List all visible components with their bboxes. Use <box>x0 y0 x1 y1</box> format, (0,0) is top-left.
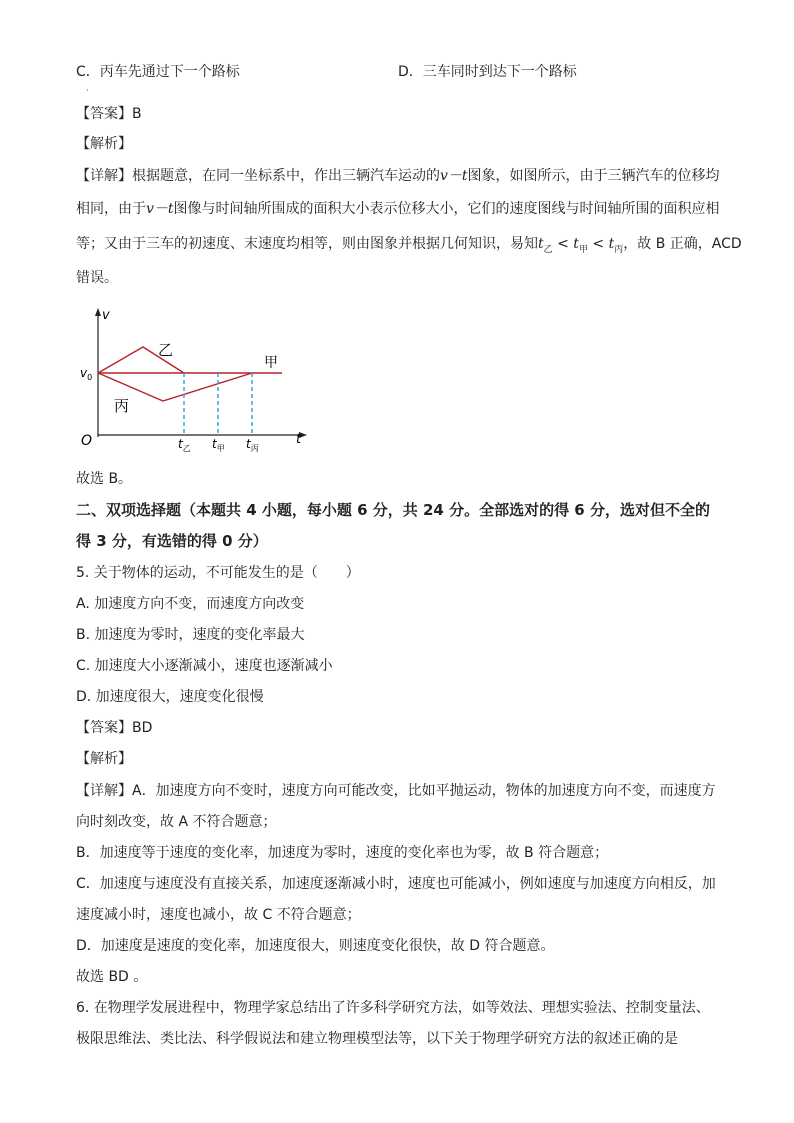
q6-line2: 极限思维法、类比法、科学假说法和建立物理模型法等，以下关于物理学研究方法的叙述正确的是 <box>76 1031 678 1047</box>
q5-final: 故选 BD 。 <box>76 969 148 985</box>
q4-answer: 【答案】B <box>76 106 142 122</box>
section2-heading-line1: 二、双项选择题（本题共 4 小题，每小题 6 分，共 24 分。全部选对的得 6 分，选对但不全的 <box>76 501 710 519</box>
tick-yi: $t_乙$ <box>178 437 191 453</box>
q5-analysis-head: 【解析】 <box>76 751 132 767</box>
q5-detail-c1: C．加速度与速度没有直接关系，加速度逐渐减小时，速度也可能减小，例如速度与加速度方向相反，加 <box>76 876 716 892</box>
q5-detail-c2: 速度减小时，速度也减小，故 C 不符合题意； <box>76 907 361 923</box>
option-d-prev: D．三车同时到达下一个路标 <box>398 64 577 80</box>
v-axis-label: v <box>102 308 110 323</box>
stray-dot: · <box>86 86 89 95</box>
label-bing: 丙 <box>114 397 130 415</box>
q4-detail-line2: 相同，由于v－t图像与时间轴所围成的面积大小表示位移大小，它们的速度图线与时间轴所围的面积应相 <box>76 201 720 217</box>
q6-line1: 6. 在物理学发展进程中，物理学家总结出了许多科学研究方法，如等效法、理想实验法、控制变量法、 <box>76 1000 710 1016</box>
section2-heading-line2: 得 3 分，有选错的得 0 分） <box>76 532 268 550</box>
q5-option-c: C. 加速度大小逐渐减小，速度也逐渐减小 <box>76 658 333 674</box>
tick-bing: $t_丙$ <box>246 437 259 453</box>
q4-detail-line1: 【详解】根据题意，在同一坐标系中，作出三辆汽车运动的v－t图象，如图所示，由于三辆汽车的位移均 <box>76 168 720 184</box>
detail-tag: 【详解】 <box>76 168 132 184</box>
q5-option-b: B. 加速度为零时，速度的变化率最大 <box>76 627 305 643</box>
q5-option-a: A. 加速度方向不变，而速度方向改变 <box>76 596 305 612</box>
v-axis-arrow <box>95 308 101 316</box>
q5-detail-a2: 向时刻改变，故 A 不符合题意； <box>76 814 277 830</box>
q4-detail-line3: 等；又由于三车的初速度、末速度均相等，则由图象并根据几何知识，易知$t_乙 < t_甲 < t_丙$，故 B 正确，ACD <box>76 236 742 255</box>
label-jia: 甲 <box>264 355 278 371</box>
label-yi: 乙 <box>158 341 174 359</box>
option-c-prev: C．丙车先通过下一个路标 <box>76 64 240 80</box>
t-axis-label: t <box>296 432 302 447</box>
q5-stem: 5. 关于物体的运动，不可能发生的是（ ） <box>76 565 360 581</box>
v0-label: $v_0$ <box>80 366 93 382</box>
q5-answer: 【答案】BD <box>76 720 153 736</box>
tick-jia: $t_甲$ <box>212 437 225 453</box>
q5-detail-d: D．加速度是速度的变化率，加速度很大，则速度变化很快，故 D 符合题意。 <box>76 938 555 954</box>
q4-analysis-head: 【解析】 <box>76 136 132 152</box>
q4-detail-line4: 错误。 <box>76 270 118 286</box>
q5-detail-a1: 【详解】A．加速度方向不变时，速度方向可能改变，比如平抛运动，物体的加速度方向不变，而速度方 <box>76 783 716 799</box>
origin-label: O <box>81 433 93 449</box>
vt-graph <box>76 305 316 460</box>
q4-final: 故选 B。 <box>76 471 133 487</box>
q5-option-d: D. 加速度很大，速度变化很慢 <box>76 689 264 705</box>
q5-detail-b: B．加速度等于速度的变化率，加速度为零时，速度的变化率也为零，故 B 符合题意； <box>76 845 609 861</box>
